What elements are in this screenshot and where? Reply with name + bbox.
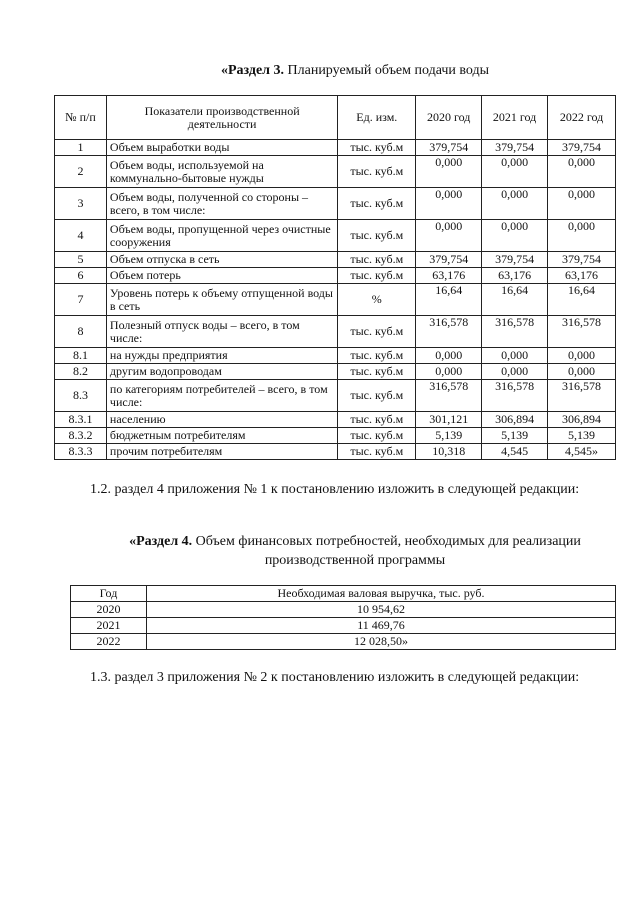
row-value-2021: 0,000 [482,156,548,188]
row-value-2020: 63,176 [416,268,482,284]
row-revenue: 10 954,62 [147,602,616,618]
row-number: 1 [55,140,107,156]
paragraph-1-2-text: 1.2. раздел 4 приложения № 1 к постановлению изложить в следующей редакции: [90,482,580,497]
table-row [55,380,616,412]
row-unit: тыс. куб.м [338,316,416,348]
row-value-2020: 301,121 [416,412,482,428]
row-number: 3 [55,188,107,220]
row-unit: тыс. куб.м [338,188,416,220]
row-indicator: Объем отпуска в сеть [106,252,337,268]
header-indicator: Показатели производственной деятельности [106,96,337,140]
table-row [55,284,616,316]
section4-title-bold: «Раздел 4. [129,534,193,549]
header-revenue: Необходимая валовая выручка, тыс. руб. [147,586,616,602]
section3-title [0,63,640,79]
row-number: 4 [55,220,107,252]
row-indicator: Уровень потерь к объему отпущенной воды в сеть [106,284,337,316]
row-number: 8.3.1 [55,412,107,428]
row-value-2021: 0,000 [482,220,548,252]
table-header-row [71,586,616,602]
row-value-2022: 0,000 [548,220,616,252]
row-unit: тыс. куб.м [338,364,416,380]
section4-title-rest: Объем финансовых потребностей, необходимых для реализации производственной программы [192,534,581,568]
row-value-2021: 0,000 [482,348,548,364]
table-row [71,634,616,650]
row-value-2020: 0,000 [416,156,482,188]
table-row [55,428,616,444]
section4-title [54,532,616,570]
row-unit: тыс. куб.м [338,348,416,364]
row-number: 8.3 [55,380,107,412]
section3-title-bold: «Раздел 3. [220,63,285,78]
row-number: 5 [55,252,107,268]
row-unit: тыс. куб.м [338,156,416,188]
row-year: 2021 [71,618,147,634]
row-value-2022: 0,000 [548,188,616,220]
row-value-2020: 379,754 [416,252,482,268]
row-indicator: бюджетным потребителям [106,428,337,444]
row-value-2021: 379,754 [482,140,548,156]
header-2022: 2022 год [548,96,616,140]
row-value-2020: 316,578 [416,316,482,348]
row-value-2020: 0,000 [416,220,482,252]
row-indicator: Объем воды, пропущенной через очистные сооружения [106,220,337,252]
row-value-2020: 316,578 [416,380,482,412]
row-unit: тыс. куб.м [338,428,416,444]
table-row [55,268,616,284]
row-number: 2 [55,156,107,188]
row-indicator: Объем воды, полученной со стороны – всего, в том числе: [106,188,337,220]
row-value-2022: 5,139 [548,428,616,444]
table-row [55,316,616,348]
row-indicator: населению [106,412,337,428]
table-row [55,140,616,156]
header-year: Год [71,586,147,602]
row-number: 7 [55,284,107,316]
row-value-2021: 316,578 [482,316,548,348]
table-row [55,444,616,460]
paragraph-1-3-text: 1.3. раздел 3 приложения № 2 к постановлению изложить в следующей редакции: [90,670,580,685]
row-value-2020: 0,000 [416,188,482,220]
row-value-2022: 4,545» [548,444,616,460]
row-number: 8.3.2 [55,428,107,444]
section3-title-rest: Планируемый объем подачи воды [284,63,490,78]
header-unit: Ед. изм. [338,96,416,140]
row-indicator: Полезный отпуск воды – всего, в том числе: [106,316,337,348]
row-value-2022: 379,754 [548,252,616,268]
row-year: 2022 [71,634,147,650]
row-unit: тыс. куб.м [338,268,416,284]
table-row [71,602,616,618]
row-indicator: Объем потерь [106,268,337,284]
row-indicator: по категориям потребителей – всего, в том числе: [106,380,337,412]
header-2020: 2020 год [416,96,482,140]
paragraph-1-3 [54,668,616,687]
row-number: 8.1 [55,348,107,364]
row-year: 2020 [71,602,147,618]
row-value-2022: 63,176 [548,268,616,284]
table-row [55,252,616,268]
row-indicator: прочим потребителям [106,444,337,460]
row-value-2020: 379,754 [416,140,482,156]
table-row [55,220,616,252]
row-unit: тыс. куб.м [338,380,416,412]
row-value-2020: 0,000 [416,364,482,380]
table-row [55,188,616,220]
row-value-2022: 379,754 [548,140,616,156]
row-value-2021: 0,000 [482,364,548,380]
row-value-2022: 316,578 [548,316,616,348]
header-2021: 2021 год [482,96,548,140]
table-row [71,618,616,634]
row-value-2022: 316,578 [548,380,616,412]
row-indicator: на нужды предприятия [106,348,337,364]
row-value-2022: 0,000 [548,364,616,380]
row-value-2020: 10,318 [416,444,482,460]
table-row [55,412,616,428]
row-indicator: Объем выработки воды [106,140,337,156]
table-row [55,364,616,380]
paragraph-1-2 [54,480,616,499]
row-number: 6 [55,268,107,284]
row-value-2022: 306,894 [548,412,616,428]
table-header-row [55,96,616,140]
row-value-2022: 16,64 [548,284,616,316]
row-value-2022: 0,000 [548,348,616,364]
row-value-2021: 379,754 [482,252,548,268]
row-value-2021: 63,176 [482,268,548,284]
row-unit: тыс. куб.м [338,444,416,460]
row-value-2020: 0,000 [416,348,482,364]
row-value-2020: 16,64 [416,284,482,316]
row-value-2021: 4,545 [482,444,548,460]
row-indicator: Объем воды, используемой на коммунально-бытовые нужды [106,156,337,188]
row-value-2021: 306,894 [482,412,548,428]
row-revenue: 11 469,76 [147,618,616,634]
row-value-2020: 5,139 [416,428,482,444]
table-row [55,156,616,188]
row-revenue: 12 028,50» [147,634,616,650]
row-value-2022: 0,000 [548,156,616,188]
row-value-2021: 5,139 [482,428,548,444]
financial-needs-table [70,585,616,650]
row-value-2021: 316,578 [482,380,548,412]
row-number: 8 [55,316,107,348]
row-indicator: другим водопроводам [106,364,337,380]
row-unit: тыс. куб.м [338,140,416,156]
row-unit: % [338,284,416,316]
table-row [55,348,616,364]
row-unit: тыс. куб.м [338,252,416,268]
row-number: 8.2 [55,364,107,380]
header-number: № п/п [55,96,107,140]
water-supply-table [54,95,616,460]
row-unit: тыс. куб.м [338,220,416,252]
row-value-2021: 16,64 [482,284,548,316]
row-number: 8.3.3 [55,444,107,460]
row-unit: тыс. куб.м [338,412,416,428]
row-value-2021: 0,000 [482,188,548,220]
